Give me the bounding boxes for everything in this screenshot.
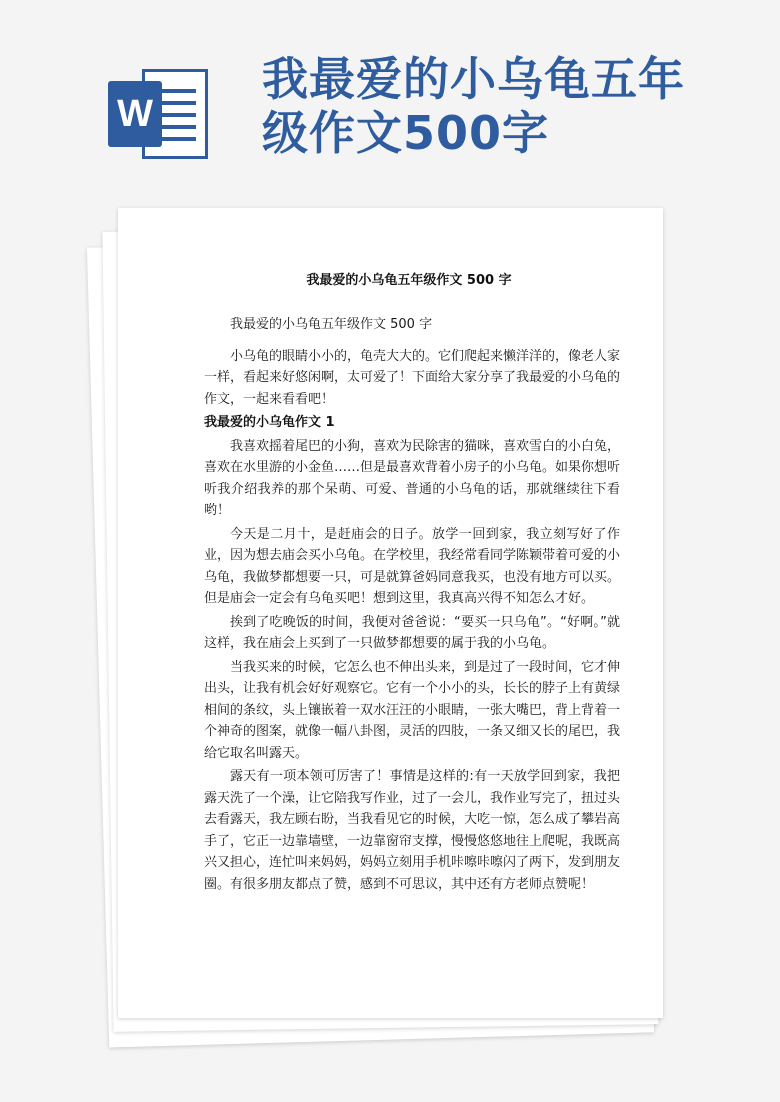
- body-paragraph: 露天有一项本领可厉害了！事情是这样的:有一天放学回到家，我把露天洗了一个澡，让它陪我写作业，过了一会儿，我作业写完了，扭过头去看露天，我左顾右盼，当我看见它的时候，大吃一惊，怎么成了攀岩高手了，它正一边靠墙壁，一边靠窗帘支撑，慢慢悠悠地往上爬呢，我既高兴又担心，连忙叫来妈妈，妈妈立刻用手机咔嚓咔嚓闪了两下，发到朋友圈。有很多朋友都点了赞，感到不可思议，其中还有方老师点赞呢！: [204, 769, 621, 892]
- body-paragraph: 我喜欢摇着尾巴的小狗，喜欢为民除害的猫咪，喜欢雪白的小白兔，喜欢在水里游的小金鱼……但是最喜欢背着小房子的小乌龟。如果你想听听我介绍我养的那个呆萌、可爱、普通的小乌龟的话，那就继续往下看哟！: [204, 438, 621, 518]
- body-paragraph: 挨到了吃晚饭的时间，我便对爸爸说：“要买一只乌龟”。“好啊。”就这样，我在庙会上买到了一只做梦都想要的属于我的小乌龟。: [204, 614, 620, 651]
- page-title: 我最爱的小乌龟五年级作文500字: [262, 52, 685, 160]
- document-body: [120, 266, 620, 897]
- body-paragraph: 当我买来的时候，它怎么也不伸出头来，到是过了一段时间，它才伸出头，让我有机会好好观察它。它有一个小小的头，长长的脖子上有黄绿相间的条纹，头上镶嵌着一双水汪汪的小眼睛，一张大嘴巴，背上背着一个神奇的图案，就像一幅八卦图，灵活的四肢，一条又细又长的尾巴，我给它取名叫露天。: [204, 659, 621, 761]
- intro-paragraph: 小乌龟的眼睛小小的，龟壳大大的。它们爬起来懒洋洋的，像老人家一样，看起来好悠闲啊，太可爱了！下面给大家分享了我最爱的小乌龟的作文，一起来看看吧！: [204, 348, 621, 407]
- header: [0, 0, 780, 200]
- body-paragraph: 今天是二月十，是赶庙会的日子。放学一回到家，我立刻写好了作业，因为想去庙会买小乌龟。在学校里，我经常看同学陈颖带着可爱的小乌龟，我做梦都想要一只，可是就算爸妈同意我买，也没有地方可以买。但是庙会一定会有乌龟买吧！想到这里，我真高兴得不知怎么才好。: [204, 526, 621, 606]
- document-subtitle: 我最爱的小乌龟五年级作文 500 字: [230, 317, 433, 332]
- section-heading: 我最爱的小乌龟作文 1: [204, 415, 335, 430]
- word-icon: [108, 65, 210, 163]
- document-title: 我最爱的小乌龟五年级作文 500 字: [306, 273, 512, 288]
- word-badge: W: [108, 81, 162, 147]
